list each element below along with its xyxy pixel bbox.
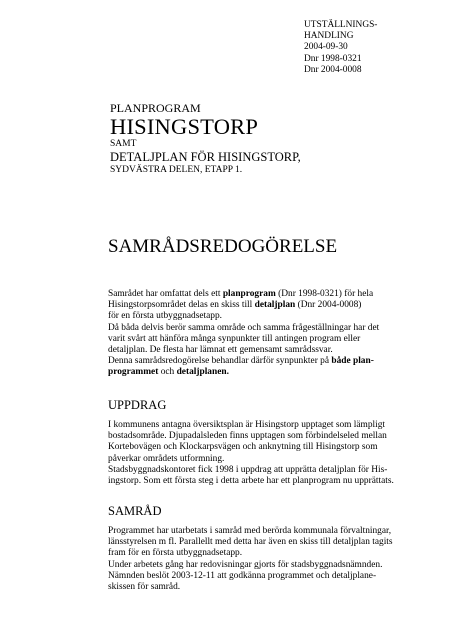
text-line: Kortebovägen och Klockarpsvägen och anknytning till Hisingstorp som bbox=[108, 442, 378, 453]
bold-text: detaljplan bbox=[254, 300, 296, 311]
text-line: skissen för samråd. bbox=[108, 582, 181, 593]
document-title: HISINGSTORP bbox=[110, 114, 259, 139]
bold-text: både plan- bbox=[331, 356, 374, 367]
text-line: ingstorp. Som ett första steg i detta arbete har ett planprogram nu upprättats. bbox=[108, 476, 394, 487]
meta-line: HANDLING bbox=[304, 31, 354, 42]
text-line: fram för en första utbyggnadsetapp. bbox=[108, 548, 243, 559]
section-heading-samrad: SAMRÅD bbox=[108, 504, 162, 518]
uppdrag-paragraph bbox=[108, 420, 408, 487]
text-line: Då båda delvis berör samma område och samma frågeställningar har det bbox=[108, 322, 380, 333]
text-line: Programmet har utarbetats i samråd med berörda kommunala förvaltningar, bbox=[108, 526, 392, 536]
text-line: påverkar områdets utformning. bbox=[108, 453, 225, 464]
text-line: för en första utbyggnadsetapp. bbox=[108, 311, 223, 322]
text-line: Nämnden beslöt 2003-12-11 att godkänna programmet och detaljplane- bbox=[108, 570, 377, 581]
text-line: I kommunens antagna översiktsplan är Hisingstorp upptaget som lämpligt bbox=[108, 420, 386, 430]
text: och bbox=[158, 367, 177, 378]
meta-date: 2004-09-30 bbox=[304, 42, 348, 53]
meta-line: UTSTÄLLNINGS- bbox=[304, 20, 378, 30]
samt-label: SAMT bbox=[110, 139, 137, 149]
samrad-paragraph bbox=[108, 526, 408, 593]
text: Denna samrådsredogörelse behandlar därför synpunkter på bbox=[108, 356, 332, 367]
text-line: detaljplan. De flesta har lämnat ett gemensamt samrådssvar. bbox=[108, 345, 333, 356]
text: Hisingstorpsområdet delas en skiss till bbox=[108, 300, 255, 311]
subtitle: DETALJPLAN FÖR HISINGSTORP, bbox=[110, 150, 301, 164]
kicker: PLANPROGRAM bbox=[110, 101, 201, 115]
intro-paragraph bbox=[108, 289, 408, 379]
bold-text: detaljplanen. bbox=[176, 367, 229, 378]
text-line: Stadsbyggnadskontoret fick 1998 i uppdrag att upprätta detaljplan för His- bbox=[108, 464, 388, 475]
text: (Dnr 1998-0321) för hela bbox=[275, 289, 374, 299]
title-block bbox=[110, 101, 301, 176]
meta-dnr: Dnr 2004-0008 bbox=[304, 64, 362, 75]
document-meta bbox=[304, 20, 377, 76]
section-heading-uppdrag: UPPDRAG bbox=[108, 398, 167, 412]
subtitle-line-2: SYDVÄSTRA DELEN, ETAPP 1. bbox=[110, 165, 243, 175]
bold-text: programmet bbox=[108, 367, 159, 378]
text: Samrådet har omfattat dels ett bbox=[108, 289, 223, 299]
bold-text: planprogram bbox=[222, 289, 276, 299]
text-line: bostadsområde. Djupadalsleden finns upptagen som förbindelseled mellan bbox=[108, 431, 387, 442]
meta-dnr: Dnr 1998-0321 bbox=[304, 53, 362, 64]
text-line: varit svårt att hänföra många synpunkter till antingen program eller bbox=[108, 333, 361, 344]
page-heading: SAMRÅDSREDOGÖRELSE bbox=[108, 236, 338, 257]
text-line: länsstyrelsen m fl. Parallellt med detta har även en skiss till detaljplan tagits bbox=[108, 537, 393, 548]
text: (Dnr 2004-0008) bbox=[295, 300, 362, 311]
text-line: Under arbetets gång har redovisningar gjorts för stadsbyggnadsnämnden. bbox=[108, 559, 383, 570]
